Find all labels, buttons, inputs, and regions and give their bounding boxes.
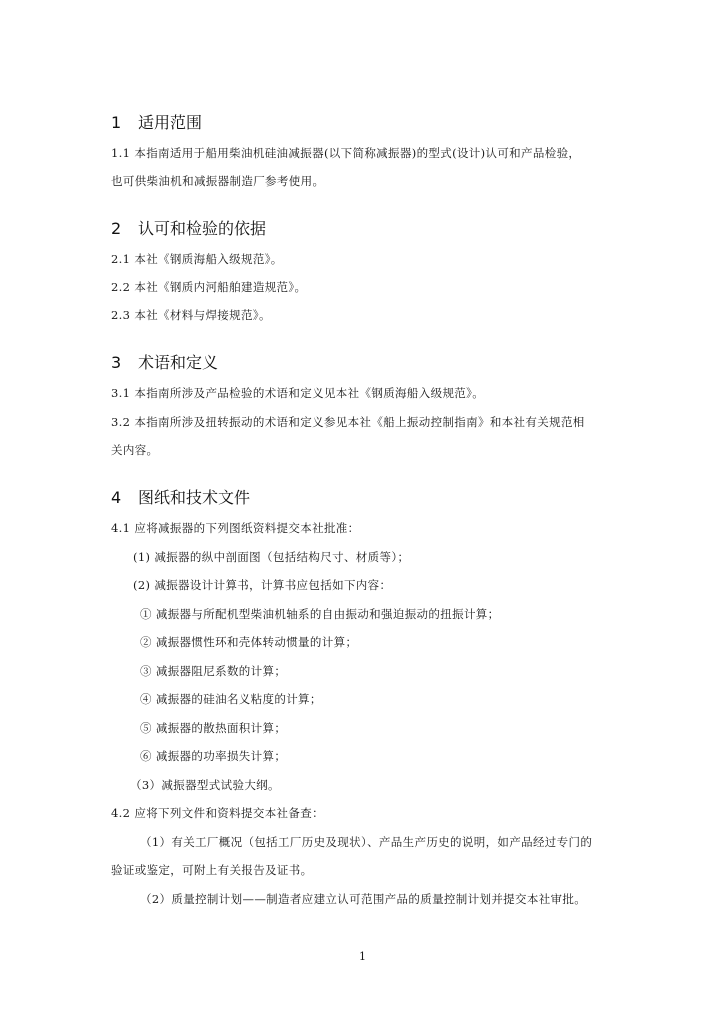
paragraph: 2.3 本社《材料与焊接规范》。	[111, 308, 271, 322]
section-number: 4	[111, 488, 122, 507]
page-number: 1	[359, 950, 366, 963]
section-number: 2	[111, 219, 122, 238]
section-title: 适用范围	[138, 113, 203, 132]
paragraph: 也可供柴油机和减振器制造厂参考使用。	[111, 174, 325, 188]
paragraph: 3.2 本指南所涉及扭转振动的术语和定义参见本社《船上振动控制指南》和本社有关规范相	[111, 415, 585, 429]
list-item: （3）减振器型式试验大纲。	[130, 778, 280, 792]
paragraph: 4.1 应将减振器的下列图纸资料提交本社批准：	[111, 521, 360, 535]
list-item: ③ 减振器阻尼系数的计算；	[140, 664, 287, 678]
section-title: 术语和定义	[138, 353, 219, 372]
section-heading	[111, 350, 218, 373]
paragraph: 3.1 本指南所涉及产品检验的术语和定义见本社《钢质海船入级规范》。	[111, 386, 485, 400]
paragraph: 1.1 本指南适用于船用柴油机硅油减振器(以下简称减振器)的型式(设计)认可和产品检验，	[111, 146, 581, 160]
list-item: (1) 减振器的纵中剖面图（包括结构尺寸、材质等）；	[133, 550, 410, 564]
section-title: 认可和检验的依据	[138, 219, 267, 238]
section-heading	[111, 485, 250, 508]
section-number: 3	[111, 353, 122, 372]
paragraph: 关内容。	[111, 443, 159, 457]
list-item: ① 减振器与所配机型柴油机轴系的自由振动和强迫振动的扭振计算；	[140, 607, 500, 621]
paragraph: 2.1 本社《钢质海船入级规范》。	[111, 252, 283, 266]
section-heading	[111, 110, 202, 133]
list-item: （1）有关工厂概况（包括工厂历史及现状）、产品生产历史的说明，如产品经过专门的	[140, 835, 593, 849]
section-number: 1	[111, 113, 122, 132]
list-item: (2) 减振器设计计算书，计算书应包括如下内容：	[133, 578, 392, 592]
section-title: 图纸和技术文件	[138, 488, 251, 507]
list-item: ② 减振器惯性环和壳体转动惯量的计算；	[140, 635, 358, 649]
list-item: ⑥ 减振器的功率损失计算；	[140, 749, 287, 763]
paragraph: 4.2 应将下列文件和资料提交本社备查：	[111, 806, 324, 820]
paragraph: 验证或鉴定，可附上有关报告及证书。	[111, 863, 313, 877]
list-item: ④ 减振器的硅油名义粘度的计算；	[140, 692, 322, 706]
section-heading	[111, 216, 266, 239]
paragraph: 2.2 本社《钢质内河船舶建造规范》。	[111, 280, 307, 294]
list-item: （2）质量控制计划——制造者应建立认可范围产品的质量控制计划并提交本社审批。	[140, 892, 587, 906]
list-item: ⑤ 减振器的散热面积计算；	[140, 721, 287, 735]
